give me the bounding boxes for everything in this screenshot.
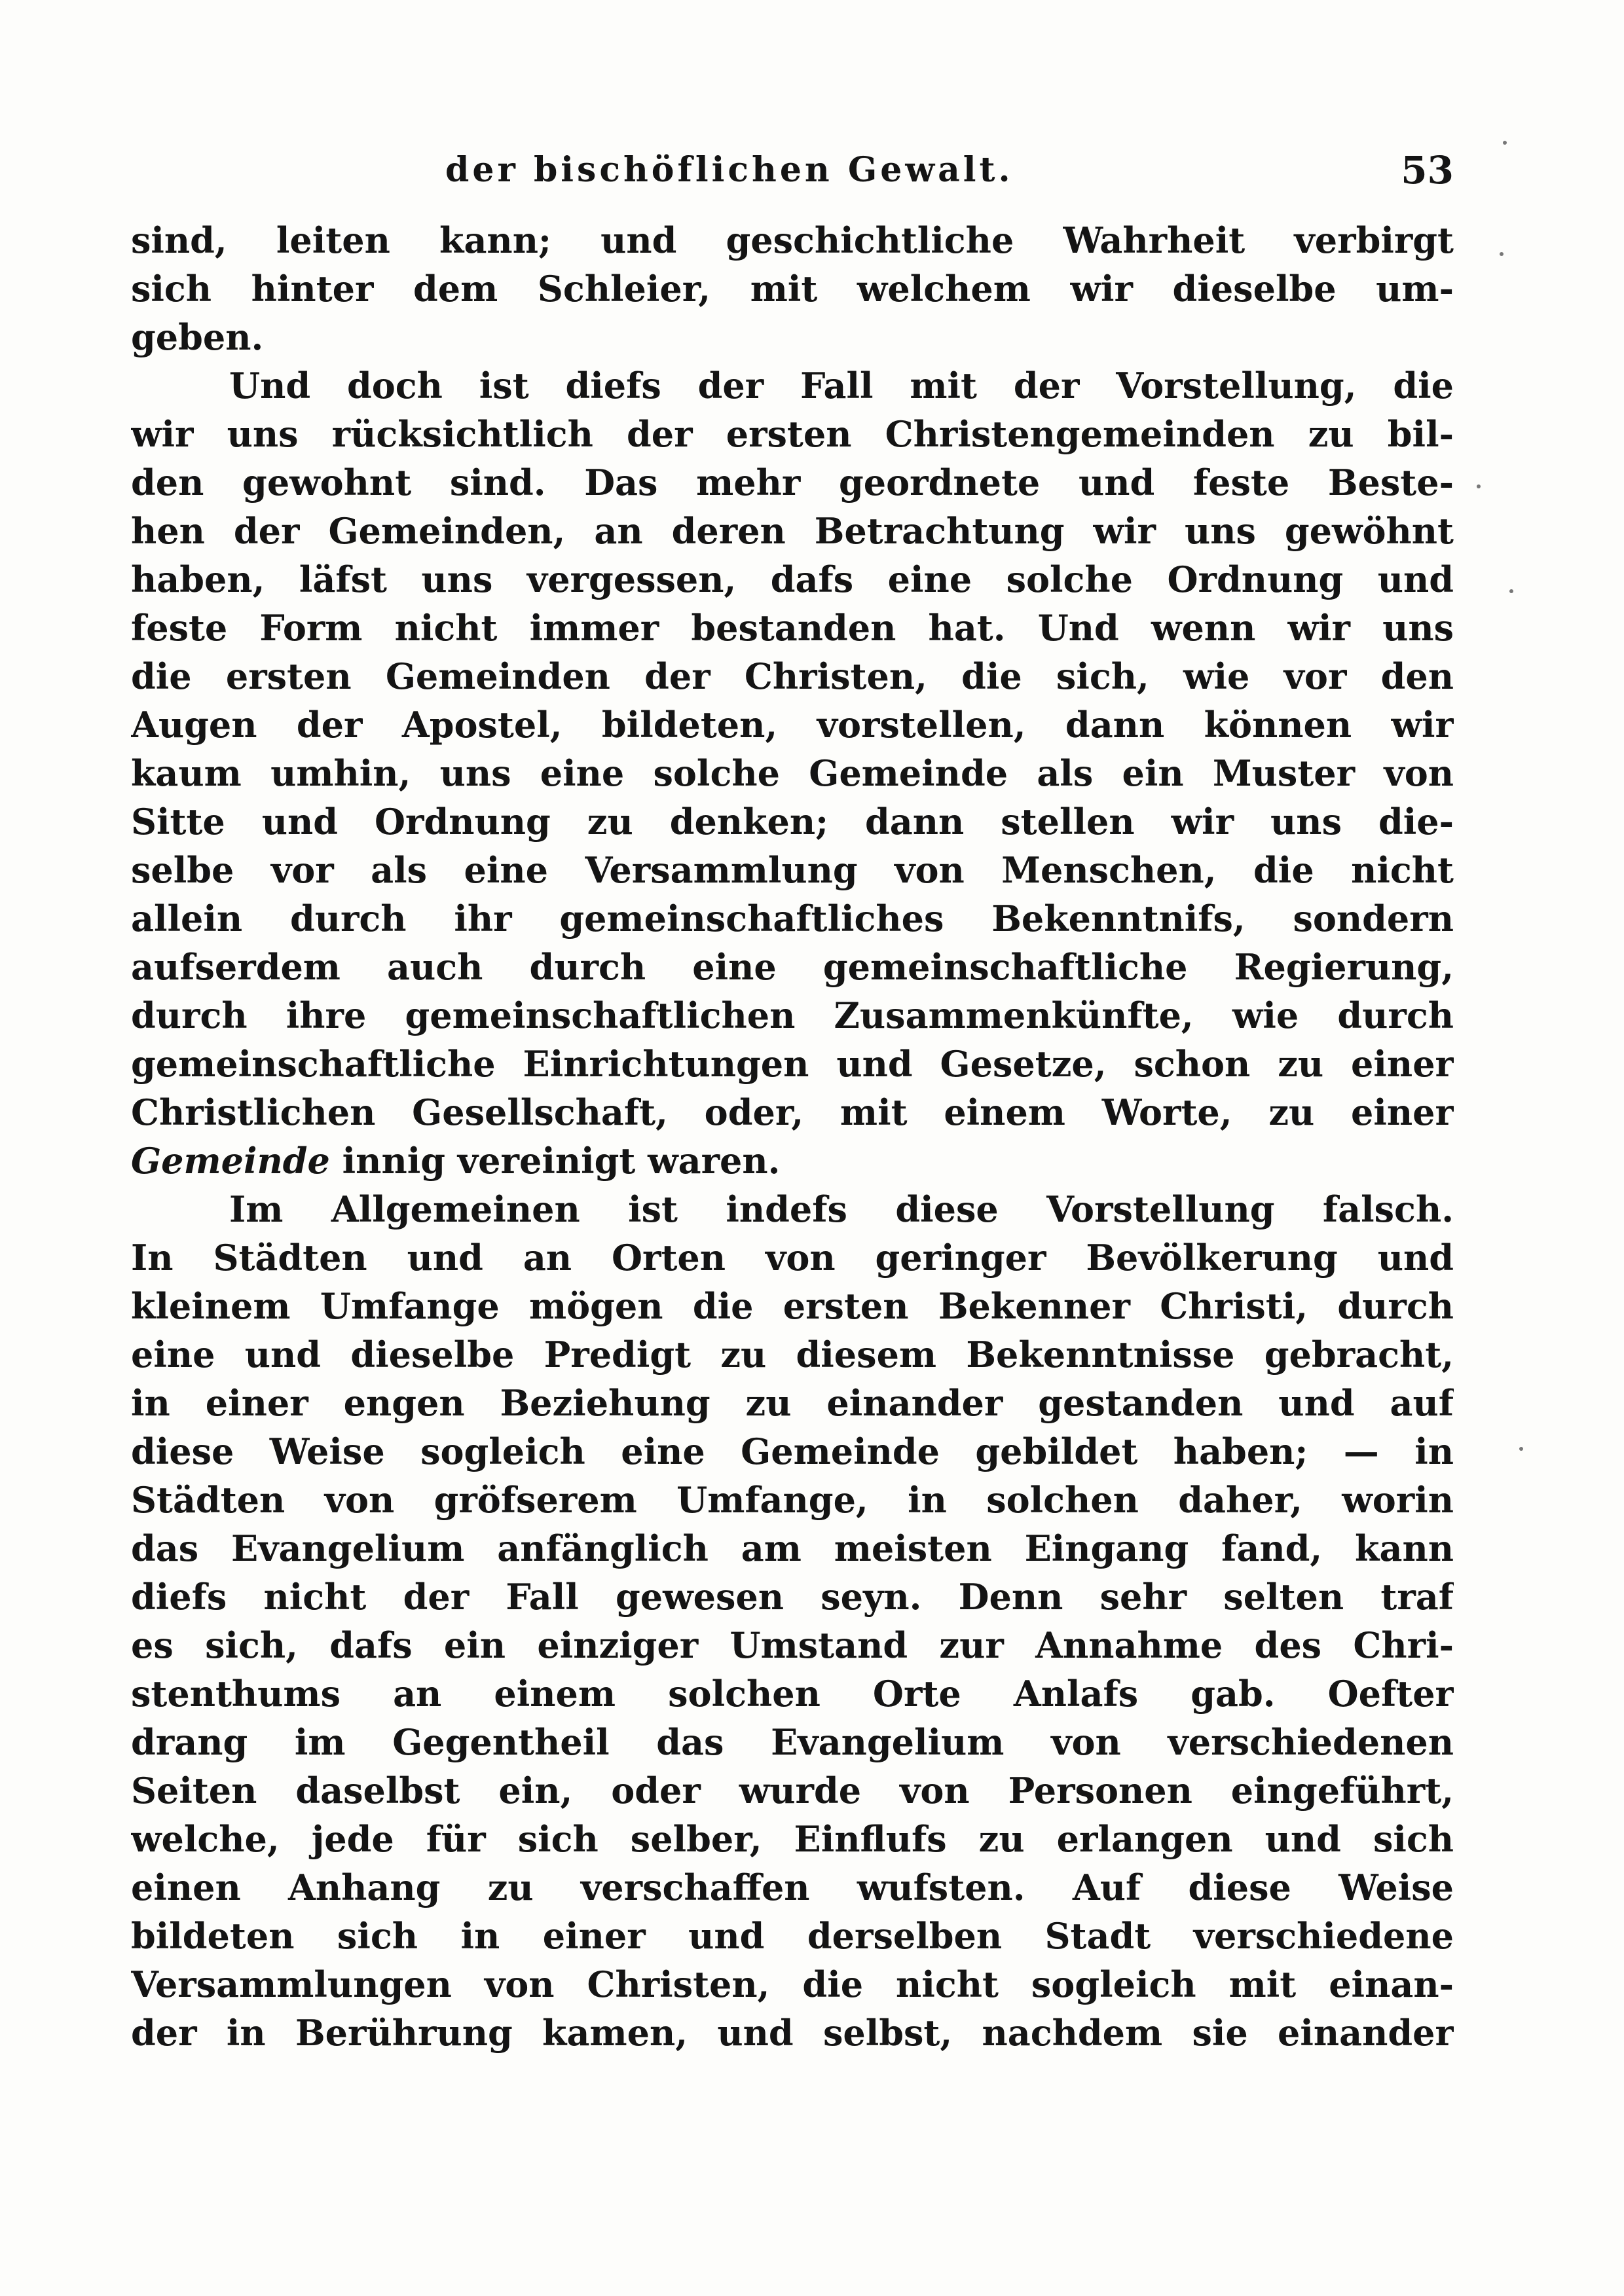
text-line: [131, 1912, 1454, 1960]
line-text: feste Form nicht immer bestanden hat. Und wenn wir uns: [131, 607, 1454, 649]
text-line: [131, 894, 1454, 943]
page-number: 53: [1401, 148, 1454, 192]
print-speck: [1503, 141, 1507, 145]
text-line: [131, 846, 1454, 894]
line-text: bildeten sich in einer und derselben Stadt verschiedene: [131, 1915, 1454, 1957]
line-text: diefs nicht der Fall gewesen seyn. Denn sehr selten traf: [131, 1576, 1454, 1618]
line-text: drang im Gegentheil das Evangelium von verschiedenen: [131, 1721, 1454, 1763]
line-text: kleinem Umfange mögen die ersten Bekenner Christi, durch: [131, 1285, 1454, 1327]
line-text: der in Berührung kamen, und selbst, nachdem sie einander: [131, 2012, 1454, 2054]
line-text: In Städten und an Orten von geringer Bevölkerung und: [131, 1237, 1454, 1279]
print-speck: [1477, 484, 1481, 488]
line-text: in einer engen Beziehung zu einander gestanden und auf: [131, 1382, 1454, 1424]
line-text: Im Allgemeinen ist indefs diese Vorstellung falsch.: [229, 1188, 1454, 1230]
text-line: [131, 1282, 1454, 1330]
text-line: [131, 2009, 1454, 2057]
text-line: [131, 1718, 1454, 1766]
body-text: [131, 216, 1454, 2057]
line-text: Und doch ist diefs der Fall mit der Vorstellung, die: [229, 365, 1454, 407]
text-line: [131, 216, 1454, 264]
text-line: [131, 361, 1454, 410]
line-text: durch ihre gemeinschaftlichen Zusammenkünfte, wie durch: [131, 994, 1454, 1036]
print-speck: [1509, 589, 1513, 593]
text-line: [131, 1524, 1454, 1573]
print-speck: [1519, 1447, 1523, 1451]
text-line: [131, 604, 1454, 652]
line-text: selbe vor als eine Versammlung von Menschen, die nicht: [131, 849, 1454, 891]
line-text: Seiten daselbst ein, oder wurde von Personen eingeführt,: [131, 1770, 1454, 1812]
text-line: [131, 313, 1454, 361]
text-line: [131, 1233, 1454, 1282]
text-line: [131, 797, 1454, 846]
line-text: das Evangelium anfänglich am meisten Eingang fand, kann: [131, 1527, 1454, 1569]
text-line: [131, 1863, 1454, 1912]
line-text: einen Anhang zu verschaffen wufsten. Auf diese Weise: [131, 1867, 1454, 1908]
line-text: eine und dieselbe Predigt zu diesem Bekenntnisse gebracht,: [131, 1334, 1454, 1376]
text-line: [131, 555, 1454, 604]
line-text: haben, läfst uns vergessen, dafs eine solche Ordnung und: [131, 558, 1454, 600]
text-line: [131, 458, 1454, 507]
print-speck: [1500, 252, 1504, 256]
text-line: [131, 1621, 1454, 1669]
line-text: Sitte und Ordnung zu denken; dann stellen wir uns die-: [131, 801, 1454, 843]
line-text: aufserdem auch durch eine gemeinschaftliche Regierung,: [131, 946, 1454, 988]
line-text: stenthums an einem solchen Orte Anlafs gab. Oefter: [131, 1673, 1454, 1715]
line-text: Augen der Apostel, bildeten, vorstellen, dann können wir: [131, 704, 1454, 746]
line-text: geben.: [131, 316, 264, 358]
text-line: [131, 701, 1454, 749]
text-line: [131, 264, 1454, 313]
text-line: [131, 1573, 1454, 1621]
text-line: [131, 991, 1454, 1040]
line-text: hen der Gemeinden, an deren Betrachtung wir uns gewöhnt: [131, 510, 1454, 552]
line-text: Versammlungen von Christen, die nicht sogleich mit einan-: [131, 1963, 1454, 2005]
text-line: [131, 1960, 1454, 2009]
text-line: [131, 410, 1454, 458]
text-line: [131, 1330, 1454, 1379]
text-line: [131, 1137, 1454, 1185]
text-line: [131, 1669, 1454, 1718]
line-text: sich hinter dem Schleier, mit welchem wir dieselbe um-: [131, 268, 1454, 310]
line-text: allein durch ihr gemeinschaftliches Bekenntnifs, sondern: [131, 898, 1454, 939]
line-text: Städten von gröfserem Umfange, in solchen daher, worin: [131, 1479, 1454, 1521]
text-line: [131, 1476, 1454, 1524]
emphasized-word: Gemeinde: [131, 1140, 330, 1182]
running-head: der bischöflichen Gewalt.: [445, 150, 1014, 190]
line-text: es sich, dafs ein einziger Umstand zur Annahme des Chri-: [131, 1624, 1454, 1666]
line-text: gemeinschaftliche Einrichtungen und Gesetze, schon zu einer: [131, 1043, 1454, 1085]
line-text: innig vereinigt waren.: [342, 1140, 781, 1182]
text-line: [131, 1379, 1454, 1427]
line-text: welche, jede für sich selber, Einflufs zu erlangen und sich: [131, 1818, 1454, 1860]
text-line: [131, 1088, 1454, 1137]
text-line: [131, 1427, 1454, 1476]
text-line: [131, 507, 1454, 555]
text-line: [131, 1815, 1454, 1863]
line-text: sind, leiten kann; und geschichtliche Wahrheit verbirgt: [131, 219, 1454, 261]
line-text: diese Weise sogleich eine Gemeinde gebildet haben; — in: [131, 1430, 1454, 1472]
text-line: [131, 652, 1454, 701]
line-text: wir uns rücksichtlich der ersten Christengemeinden zu bil-: [131, 413, 1454, 455]
line-text: den gewohnt sind. Das mehr geordnete und feste Beste-: [131, 462, 1454, 503]
text-line: [131, 943, 1454, 991]
line-text: kaum umhin, uns eine solche Gemeinde als ein Muster von: [131, 752, 1454, 794]
text-line: [131, 749, 1454, 797]
line-text: die ersten Gemeinden der Christen, die sich, wie vor den: [131, 655, 1454, 697]
text-line: [131, 1766, 1454, 1815]
text-line: [131, 1040, 1454, 1088]
line-text: Christlichen Gesellschaft, oder, mit einem Worte, zu einer: [131, 1091, 1454, 1133]
text-line: [131, 1185, 1454, 1233]
